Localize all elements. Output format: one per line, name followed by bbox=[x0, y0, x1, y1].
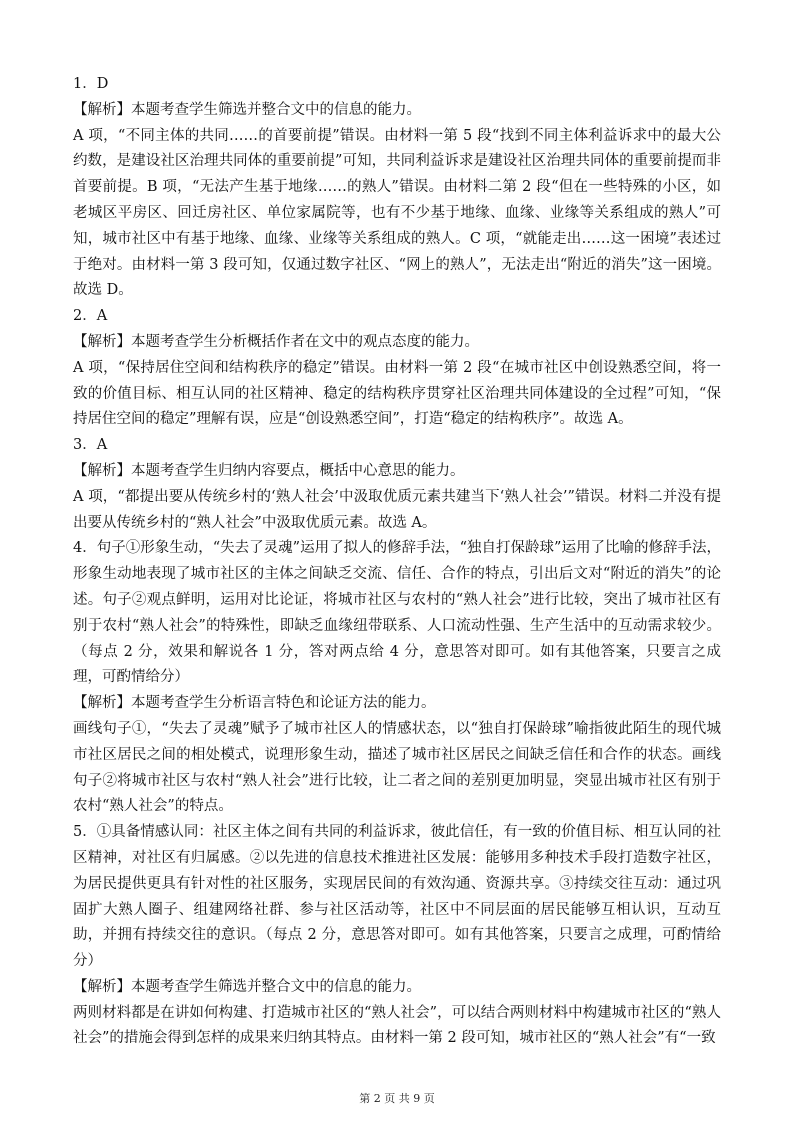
analysis-q3-body: A 项，“都提出要从传统乡村的‘熟人社会’中汲取优质元素共建当下‘熟人社会’”错误。材料二并没有提出要从传统乡村的“熟人社会”中汲取优质元素。故选 A。 bbox=[73, 488, 721, 531]
analysis-q3-intro: 【解析】本题考查学生归纳内容要点，概括中心意思的能力。 bbox=[73, 462, 465, 479]
answer-q3-heading: 3．A bbox=[73, 437, 108, 454]
analysis-q1-intro: 【解析】本题考查学生筛选并整合文中的信息的能力。 bbox=[73, 101, 421, 118]
analysis-q2-body: A 项，“保持居住空间和结构秩序的稳定”错误。由材料一第 2 段“在城市社区中创设熟悉空间，将一致的价值目标、相互认同的社区精神、稳定的结构秩序贯穿社区治理共同体建设的全过程”可知，“保持居住空间的稳定”理解有误，应是“创设熟悉空间”，打造“稳定的结构秩序”。故选 A。 bbox=[73, 359, 721, 428]
answer-q4-body: 4．句子①形象生动，“失去了灵魂”运用了拟人的修辞手法，“独自打保龄球”运用了比喻的修辞手法，形象生动地表现了城市社区的主体之间缺乏交流、信任、合作的特点，引出后文对“附近的消失”的论述。句子②观点鲜明，运用对比论证，将城市社区与农村的“熟人社会”进行比较，突出了城市社区有别于农村“熟人社会”的特殊性，即缺乏血缘纽带联系、人口流动性强、生产生活中的互动需求较少。（每点 2 分，效果和解说各 1 分，答对两点给 4 分，意思答对即可。如有其他答案，只要言之成理，可酌情给分） bbox=[73, 540, 721, 686]
analysis-q1-body: A 项，“不同主体的共同……的首要前提”错误。由材料一第 5 段“找到不同主体利益诉求中的最大公约数，是建设社区治理共同体的重要前提”可知，共同利益诉求是建设社区治理共同体的重要前提而非首要前提。B 项，“无法产生基于地缘……的熟人”错误。由材料二第 2 段“但在一些特殊的小区，如老城区平房区、回迁房社区、单位家属院等，也有不少基于地缘、血缘、业缘等关系组成的熟人”可知，城市社区中有基于地缘、血缘、业缘等关系组成的熟人。C 项，“就能走出……这一困境”表述过于绝对。由材料一第 3 段可知，仅通过数字社区、“网上的熟人”，无法走出“附近的消失”这一困境。故选 D。 bbox=[73, 127, 721, 299]
answer-q2-heading: 2．A bbox=[73, 308, 108, 325]
analysis-q5-intro: 【解析】本题考查学生筛选并整合文中的信息的能力。 bbox=[73, 978, 421, 995]
answer-content bbox=[73, 72, 721, 1052]
analysis-q4-intro: 【解析】本题考查学生分析语言特色和论证方法的能力。 bbox=[73, 695, 436, 712]
answer-q1-heading: 1．D bbox=[73, 76, 109, 92]
answer-q5-body: 5．①具备情感认同：社区主体之间有共同的利益诉求，彼此信任，有一致的价值目标、相互认同的社区精神，对社区有归属感。②以先进的信息技术推进社区发展：能够用多种技术手段打造数字社区，为居民提供更具有针对性的社区服务，实现居民间的有效沟通、资源共享。③持续交往互动：通过巩固扩大熟人圈子、组建网络社群、参与社区活动等，社区中不同层面的居民能够互相认识，互动互助，并拥有持续交往的意识。（每点 2 分，意思答对即可。如有其他答案，只要言之成理，可酌情给分） bbox=[73, 824, 721, 970]
analysis-q2-intro: 【解析】本题考查学生分析概括作者在文中的观点态度的能力。 bbox=[73, 333, 479, 350]
page-number-footer: 第 2 页 共 9 页 bbox=[359, 1092, 435, 1105]
analysis-q4-body: 画线句子①，“失去了灵魂”赋予了城市社区人的情感状态，以“独自打保龄球”喻指彼此陌生的现代城市社区居民之间的相处模式，说理形象生动，描述了城市社区居民之间缺乏信任和合作的状态。画线句子②将城市社区与农村“熟人社会”进行比较，让二者之间的差别更加明显，突显出城市社区有别于农村“熟人社会”的特点。 bbox=[73, 720, 721, 815]
analysis-q5-body: 两则材料都是在讲如何构建、打造城市社区的“熟人社会”，可以结合两则材料中构建城市社区的“熟人社会”的措施会得到怎样的成果来归纳其特点。由材料一第 2 段可知，城市社区的“熟人社会”有“一致 bbox=[73, 1004, 721, 1047]
